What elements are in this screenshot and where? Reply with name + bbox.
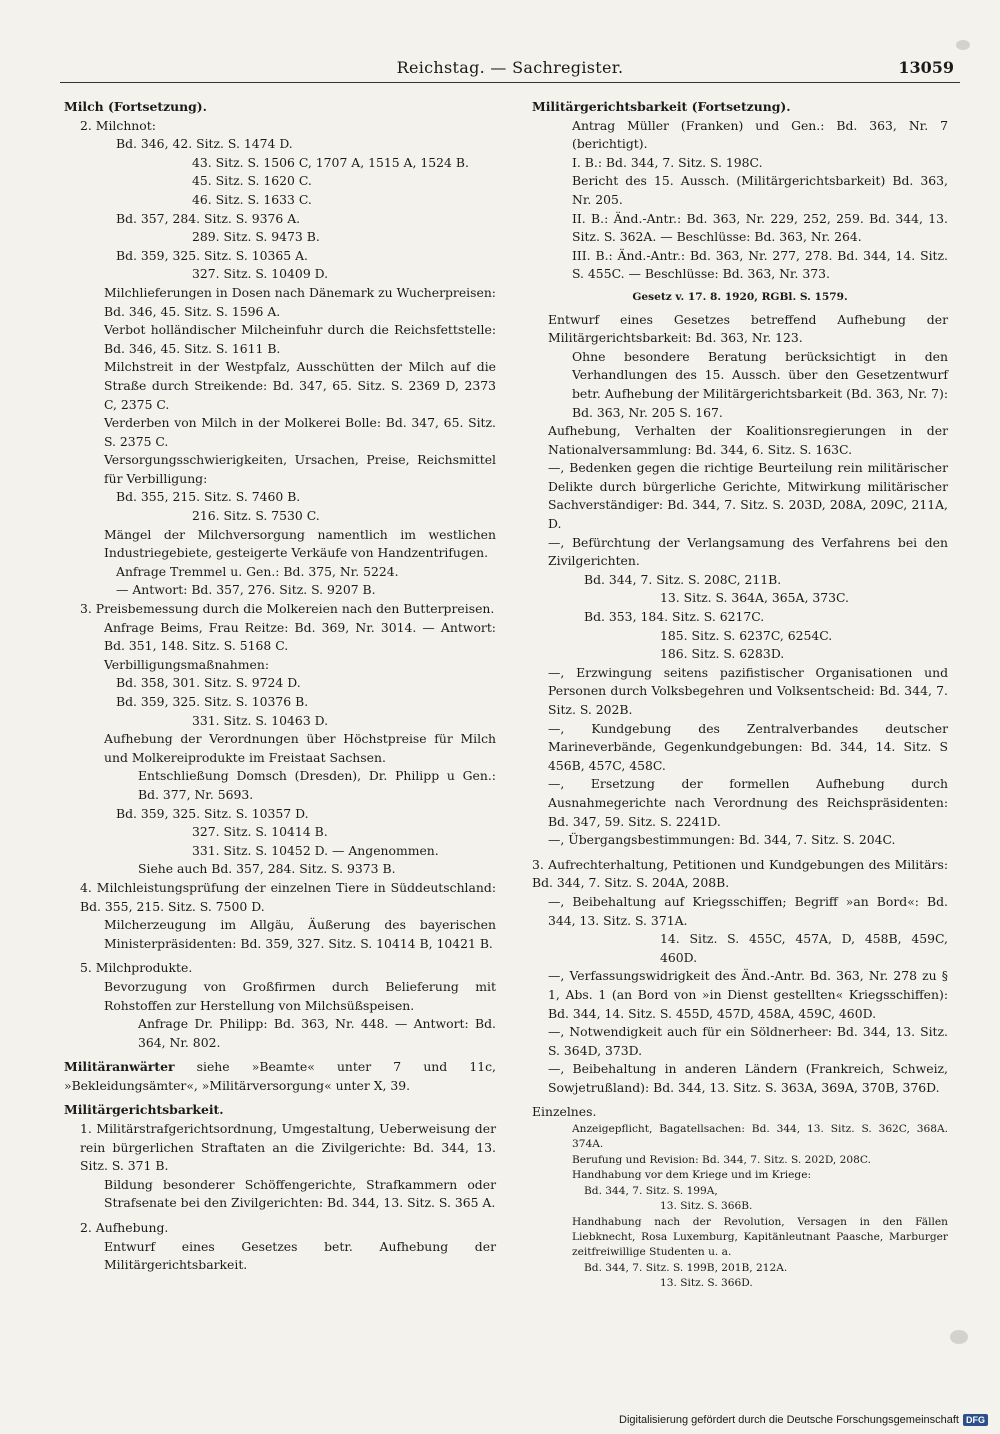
index-entry: Gesetz v. 17. 8. 1920, RGBl. S. 1579. xyxy=(632,290,848,303)
index-entry: 327. Sitz. S. 10414 B. xyxy=(192,824,328,840)
index-entry: Bd. 359, 325. Sitz. S. 10365 A. xyxy=(116,247,308,263)
index-entry: Ohne besondere Beratung berücksichtigt in den Verhandlungen des 15. Aussch. über den Gesetzentwurf betr. Aufhebung der Militärgerichtsbarkeit (Bd. 363, Nr. 7): Bd. 363, Nr. 205 S. 167. xyxy=(572,348,948,420)
index-entry: —, Befürchtung der Verlangsamung des Verfahrens bei den Zivilgerichten. xyxy=(548,534,948,569)
index-entry: Einzelnes. xyxy=(532,1104,597,1120)
index-entry: 1. Militärstrafgerichtsordnung, Umgestaltung, Ueberweisung der rein bürgerlichen Straftaten an die Zivilgerichte: Bd. 344, 13. Sitz. S. 371 B. xyxy=(80,1121,496,1174)
index-entry: Bd. 346, 42. Sitz. S. 1474 D. xyxy=(116,136,293,152)
index-entry: Verbot holländischer Milcheinfuhr durch die Reichsfettstelle: Bd. 346, 45. Sitz. S. 1611 B. xyxy=(104,322,496,356)
index-entry: Milch (Fortsetzung). xyxy=(64,99,207,114)
index-entry: Verderben von Milch in der Molkerei Bolle: Bd. 347, 65. Sitz. S. 2375 C. xyxy=(104,415,496,449)
index-entry: Militärgerichtsbarkeit. xyxy=(64,1102,224,1118)
index-entry: Anzeigepflicht, Bagatellsachen: Bd. 344, 13. Sitz. S. 362C, 368A. 374A. xyxy=(572,1123,948,1151)
right-column xyxy=(532,98,948,1292)
index-entry: Militärgerichtsbarkeit (Fortsetzung). xyxy=(532,99,791,114)
index-entry: Handhabung vor dem Kriege und im Kriege: xyxy=(572,1169,812,1182)
index-entry: Milcherzeugung im Allgäu, Äußerung des bayerischen Ministerpräsidenten: Bd. 359, 327. Sitz. S. 10414 B, 10421 B. xyxy=(104,917,496,951)
page-number: 13059 xyxy=(898,58,954,77)
index-entry: 5. Milchprodukte. xyxy=(80,960,193,976)
index-entry: 216. Sitz. S. 7530 C. xyxy=(192,508,320,524)
dfg-logo: DFG xyxy=(963,1414,988,1426)
index-entry: —, Verfassungswidrigkeit des Änd.-Antr. Bd. 363, Nr. 278 zu § 1, Abs. 1 (an Bord von »in Dienst gestellten« Kriegsschiffen): Bd. 344, 14. Sitz. S. 455D, 457D, 458A, 459C, 460D. xyxy=(548,968,948,1021)
index-entry: —, Beibehaltung auf Kriegsschiffen; Begriff »an Bord«: Bd. 344, 13. Sitz. S. 371A. xyxy=(548,893,948,928)
index-entry: 4. Milchleistungsprüfung der einzelnen Tiere in Süddeutschland: Bd. 355, 215. Sitz. S. 7500 D. xyxy=(80,879,496,914)
index-entry: 43. Sitz. S. 1506 C, 1707 A, 1515 A, 1524 B. xyxy=(192,154,469,170)
index-entry: 3. Preisbemessung durch die Molkereien nach den Butterpreisen. xyxy=(80,601,495,617)
index-entry: Milchlieferungen in Dosen nach Dänemark zu Wucherpreisen: Bd. 346, 45. Sitz. S. 1596 A. xyxy=(104,284,496,319)
index-entry: 2. Milchnot: xyxy=(80,117,156,133)
index-entry: Handhabung nach der Revolution, Versagen in den Fällen Liebknecht, Rosa Luxemburg, Kapitänleutnant Paasche, Marburger zeitfreiwillige Studenten u. a. xyxy=(572,1215,948,1259)
index-entry: 45. Sitz. S. 1620 C. xyxy=(192,173,312,189)
footer xyxy=(619,1414,988,1426)
index-entry: 289. Sitz. S. 9473 B. xyxy=(192,229,320,245)
index-entry: Siehe auch Bd. 357, 284. Sitz. S. 9373 B. xyxy=(138,861,396,877)
index-entry: 46. Sitz. S. 1633 C. xyxy=(192,191,312,207)
index-entry: I. B.: Bd. 344, 7. Sitz. S. 198C. xyxy=(572,154,763,170)
index-entry: 13. Sitz. S. 366D. xyxy=(660,1277,753,1290)
index-entry: Antrag Müller (Franken) und Gen.: Bd. 363, Nr. 7 (berichtigt). xyxy=(572,117,948,152)
scan-speck xyxy=(956,40,970,50)
index-entry: Bd. 344, 7. Sitz. S. 199A, xyxy=(584,1184,718,1197)
index-entry: 186. Sitz. S. 6283D. xyxy=(660,646,785,662)
index-entry: Versorgungsschwierigkeiten, Ursachen, Preise, Reichsmittel für Verbilligung: xyxy=(104,452,496,486)
entry-keyword: Militäranwärter xyxy=(64,1059,175,1075)
index-entry: Anfrage Dr. Philipp: Bd. 363, Nr. 448. — Antwort: Bd. 364, Nr. 802. xyxy=(138,1016,496,1050)
index-entry: 327. Sitz. S. 10409 D. xyxy=(192,266,329,282)
index-entry: —, Erzwingung seitens pazifistischer Organisationen und Personen durch Volksbegehren und Volksentscheid: Bd. 344, 7. Sitz. S. 202B. xyxy=(548,664,948,717)
index-entry: Verbilligungsmaßnahmen: xyxy=(104,656,270,672)
index-entry: 331. Sitz. S. 10452 D. — Angenommen. xyxy=(192,842,439,858)
index-entry: Entwurf eines Gesetzes betreffend Aufhebung der Militärgerichtsbarkeit: Bd. 363, Nr. 123. xyxy=(548,311,948,346)
index-entry: 2. Aufhebung. xyxy=(80,1220,169,1236)
index-entry: Entschließung Domsch (Dresden), Dr. Philipp u Gen.: Bd. 377, Nr. 5693. xyxy=(138,768,496,802)
index-entry: Bericht des 15. Aussch. (Militärgerichtsbarkeit) Bd. 363, Nr. 205. xyxy=(572,173,948,207)
index-entry: Mängel der Milchversorgung namentlich im westlichen Industriegebiete, gesteigerte Verkäufe von Handzentrifugen. xyxy=(104,526,496,561)
index-entry: 331. Sitz. S. 10463 D. xyxy=(192,712,329,728)
index-entry: Bevorzugung von Großfirmen durch Belieferung mit Rohstoffen zur Herstellung von Milchsüßspeisen. xyxy=(104,978,496,1013)
index-entry: Bd. 344, 7. Sitz. S. 199B, 201B, 212A. xyxy=(584,1261,788,1274)
left-column xyxy=(64,98,496,1275)
index-entry: Bd. 358, 301. Sitz. S. 9724 D. xyxy=(116,675,301,691)
index-entry: Bd. 357, 284. Sitz. S. 9376 A. xyxy=(116,210,301,226)
scan-speck xyxy=(950,1330,968,1344)
index-entry: Aufhebung der Verordnungen über Höchstpreise für Milch und Molkereiprodukte im Freistaat Sachsen. xyxy=(104,731,496,765)
index-entry: 185. Sitz. S. 6237C, 6254C. xyxy=(660,627,833,643)
index-entry: —, Kundgebung des Zentralverbandes deutscher Marineverbände, Gegenkundgebungen: Bd. 344, 14. Sitz. S 456B, 457C, 458C. xyxy=(548,720,948,773)
index-entry: 3. Aufrechterhaltung, Petitionen und Kundgebungen des Militärs: Bd. 344, 7. Sitz. S. 204A, 208B. xyxy=(532,856,948,891)
index-entry: Bildung besonderer Schöffengerichte, Strafkammern oder Strafsenate bei den Zivilgerichten: Bd. 344, 13. Sitz. S. 365 A. xyxy=(104,1176,496,1211)
index-entry: Bd. 359, 325. Sitz. S. 10357 D. xyxy=(116,805,309,821)
index-entry: 14. Sitz. S. 455C, 457A, D, 458B, 459C, 460D. xyxy=(660,931,948,965)
header-title: Reichstag. — Sachregister. xyxy=(396,58,624,77)
index-entry: 13. Sitz. S. 366B. xyxy=(660,1200,753,1213)
index-entry: Aufhebung, Verhalten der Koalitionsregierungen in der Nationalversammlung: Bd. 344, 6. Sitz. S. 163C. xyxy=(548,423,948,457)
index-entry: Anfrage Beims, Frau Reitze: Bd. 369, Nr. 3014. — Antwort: Bd. 351, 148. Sitz. S. 5168 C. xyxy=(104,619,496,654)
index-entry: —, Notwendigkeit auch für ein Söldnerheer: Bd. 344, 13. Sitz. S. 364D, 373D. xyxy=(548,1024,948,1058)
index-entry: II. B.: Änd.-Antr.: Bd. 363, Nr. 229, 252, 259. Bd. 344, 13. Sitz. S. 362A. — Beschlüsse: Bd. 363, Nr. 264. xyxy=(572,210,948,245)
index-entry: III. B.: Änd.-Antr.: Bd. 363, Nr. 277, 278. Bd. 344, 14. Sitz. S. 455C. — Beschlüsse: Bd. 363, Nr. 373. xyxy=(572,247,948,282)
index-entry: —, Übergangsbestimmungen: Bd. 344, 7. Sitz. S. 204C. xyxy=(548,832,896,848)
index-entry: Bd. 353, 184. Sitz. S. 6217C. xyxy=(584,609,765,625)
index-entry: —, Beibehaltung in anderen Ländern (Frankreich, Schweiz, Sowjetrußland): Bd. 344, 13. Sitz. S. 363A, 369A, 370B, 376D. xyxy=(548,1061,948,1095)
index-entry: —, Ersetzung der formellen Aufhebung durch Ausnahmegerichte nach Verordnung des Reichspräsidenten: Bd. 347, 59. Sitz. S. 2241D. xyxy=(548,776,948,829)
index-entry: 13. Sitz. S. 364A, 365A, 373C. xyxy=(660,590,849,606)
index-entry: Anfrage Tremmel u. Gen.: Bd. 375, Nr. 5224. xyxy=(116,563,399,579)
index-entry: Milchstreit in der Westpfalz, Ausschütten der Milch auf die Straße durch Streikende: Bd. 347, 65. Sitz. S. 2369 D, 2373 C, 2375 C. xyxy=(104,359,496,412)
index-entry: Bd. 344, 7. Sitz. S. 208C, 211B. xyxy=(584,571,782,587)
index-entry: —, Bedenken gegen die richtige Beurteilung rein militärischer Delikte durch bürgerliche Gerichte, Mitwirkung militärischer Sachverständiger: Bd. 344, 7. Sitz. S. 203D, 208A, 209C, 211A, D. xyxy=(548,460,948,532)
index-entry: — Antwort: Bd. 357, 276. Sitz. S. 9207 B. xyxy=(116,582,376,598)
index-entry: Berufung und Revision: Bd. 344, 7. Sitz. S. 202D, 208C. xyxy=(572,1153,871,1166)
index-entry: Bd. 359, 325. Sitz. S. 10376 B. xyxy=(116,694,309,709)
running-header xyxy=(60,58,960,83)
index-entry: Entwurf eines Gesetzes betr. Aufhebung der Militärgerichtsbarkeit. xyxy=(104,1238,496,1273)
index-entry: Militäranwärter siehe »Beamte« unter 7 und 11c, »Bekleidungsämter«, »Militärversorgung« unter X, 39. xyxy=(64,1059,496,1093)
index-entry: Bd. 355, 215. Sitz. S. 7460 B. xyxy=(116,489,301,505)
footer-text: Digitalisierung gefördert durch die Deutsche Forschungsgemeinschaft xyxy=(619,1414,959,1426)
